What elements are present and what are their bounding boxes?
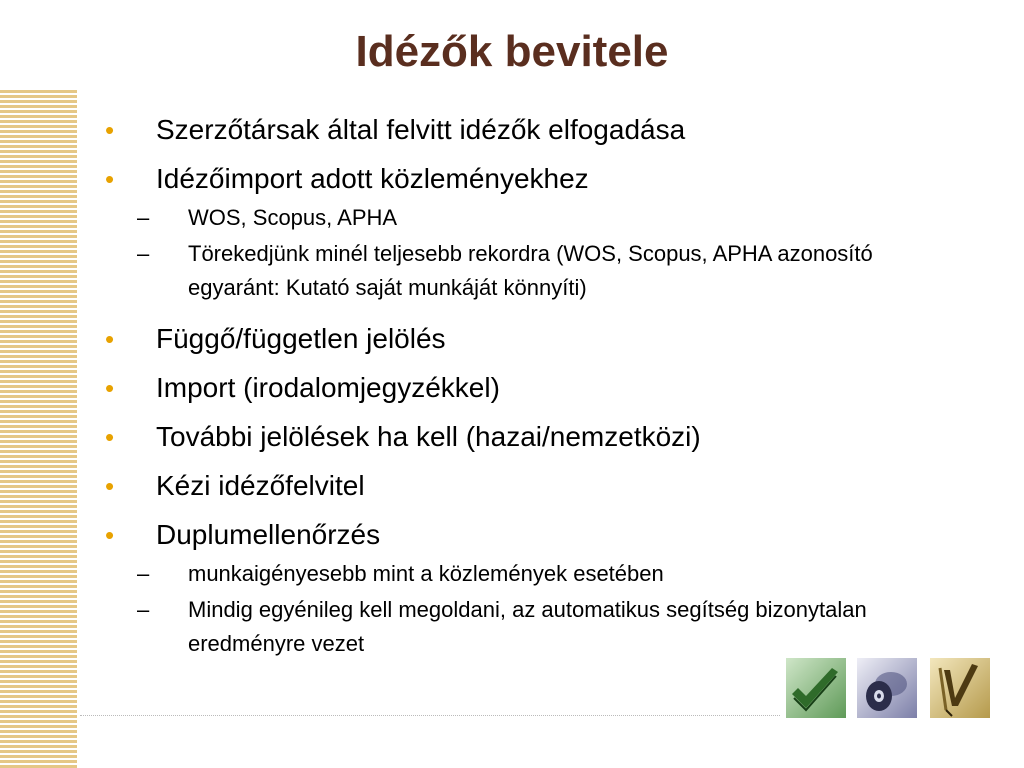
sub-list-item-text: Mindig egyénileg kell megoldani, az automatikus segítség bizonytalan eredményre vezet bbox=[188, 597, 867, 656]
sub-list-item bbox=[105, 237, 965, 305]
pen-tile-icon bbox=[930, 658, 990, 718]
list-item-text: Függő/független jelölés bbox=[156, 323, 446, 354]
bullet-marker: • bbox=[105, 115, 115, 145]
checkmark-tile-icon bbox=[786, 658, 846, 718]
sub-list-item-text: Törekedjünk minél teljesebb rekordra (WOS, Scopus, APHA azonosító egyaránt: Kutató saját munkáját könnyíti) bbox=[188, 241, 873, 300]
bullet-marker: • bbox=[105, 373, 115, 403]
list-item-text: Import (irodalomjegyzékkel) bbox=[156, 372, 500, 403]
list-item-text: További jelölések ha kell (hazai/nemzetközi) bbox=[156, 421, 701, 452]
bullet-marker: • bbox=[105, 164, 115, 194]
decorative-stripe-band bbox=[0, 88, 77, 768]
disc-graphic bbox=[857, 658, 917, 718]
bullet-marker: • bbox=[105, 324, 115, 354]
list-item-text: Idézőimport adott közleményekhez bbox=[156, 163, 589, 194]
list-item bbox=[105, 515, 965, 555]
pen-graphic bbox=[930, 658, 990, 718]
sub-list-item bbox=[105, 593, 965, 661]
dash-marker: – bbox=[137, 561, 150, 586]
list-item-text: Duplumellenőrzés bbox=[156, 519, 381, 550]
bullet-marker: • bbox=[105, 471, 115, 501]
sub-list-item bbox=[105, 201, 965, 235]
bullet-marker: • bbox=[105, 422, 115, 452]
dash-marker: – bbox=[137, 241, 150, 266]
bullet-list bbox=[105, 110, 965, 661]
disc-tile-icon bbox=[857, 658, 917, 718]
dash-marker: – bbox=[137, 205, 150, 230]
list-item-text: Kézi idézőfelvitel bbox=[156, 470, 365, 501]
list-item bbox=[105, 319, 965, 359]
slide-title: Idézők bevitele bbox=[355, 27, 669, 76]
footer-divider bbox=[80, 715, 780, 716]
list-item bbox=[105, 466, 965, 506]
bullet-marker: • bbox=[105, 520, 115, 550]
list-item bbox=[105, 417, 965, 457]
sub-list-item-text: munkaigényesebb mint a közlemények esetében bbox=[188, 561, 664, 586]
sub-list-item bbox=[105, 557, 965, 591]
list-item bbox=[105, 368, 965, 408]
list-item bbox=[105, 110, 965, 150]
sub-list-item-text: WOS, Scopus, APHA bbox=[188, 205, 398, 230]
dash-marker: – bbox=[137, 597, 150, 622]
list-item-text: Szerzőtársak által felvitt idézők elfogadása bbox=[156, 114, 686, 145]
list-item bbox=[105, 159, 965, 199]
checkmark-graphic bbox=[786, 658, 846, 718]
